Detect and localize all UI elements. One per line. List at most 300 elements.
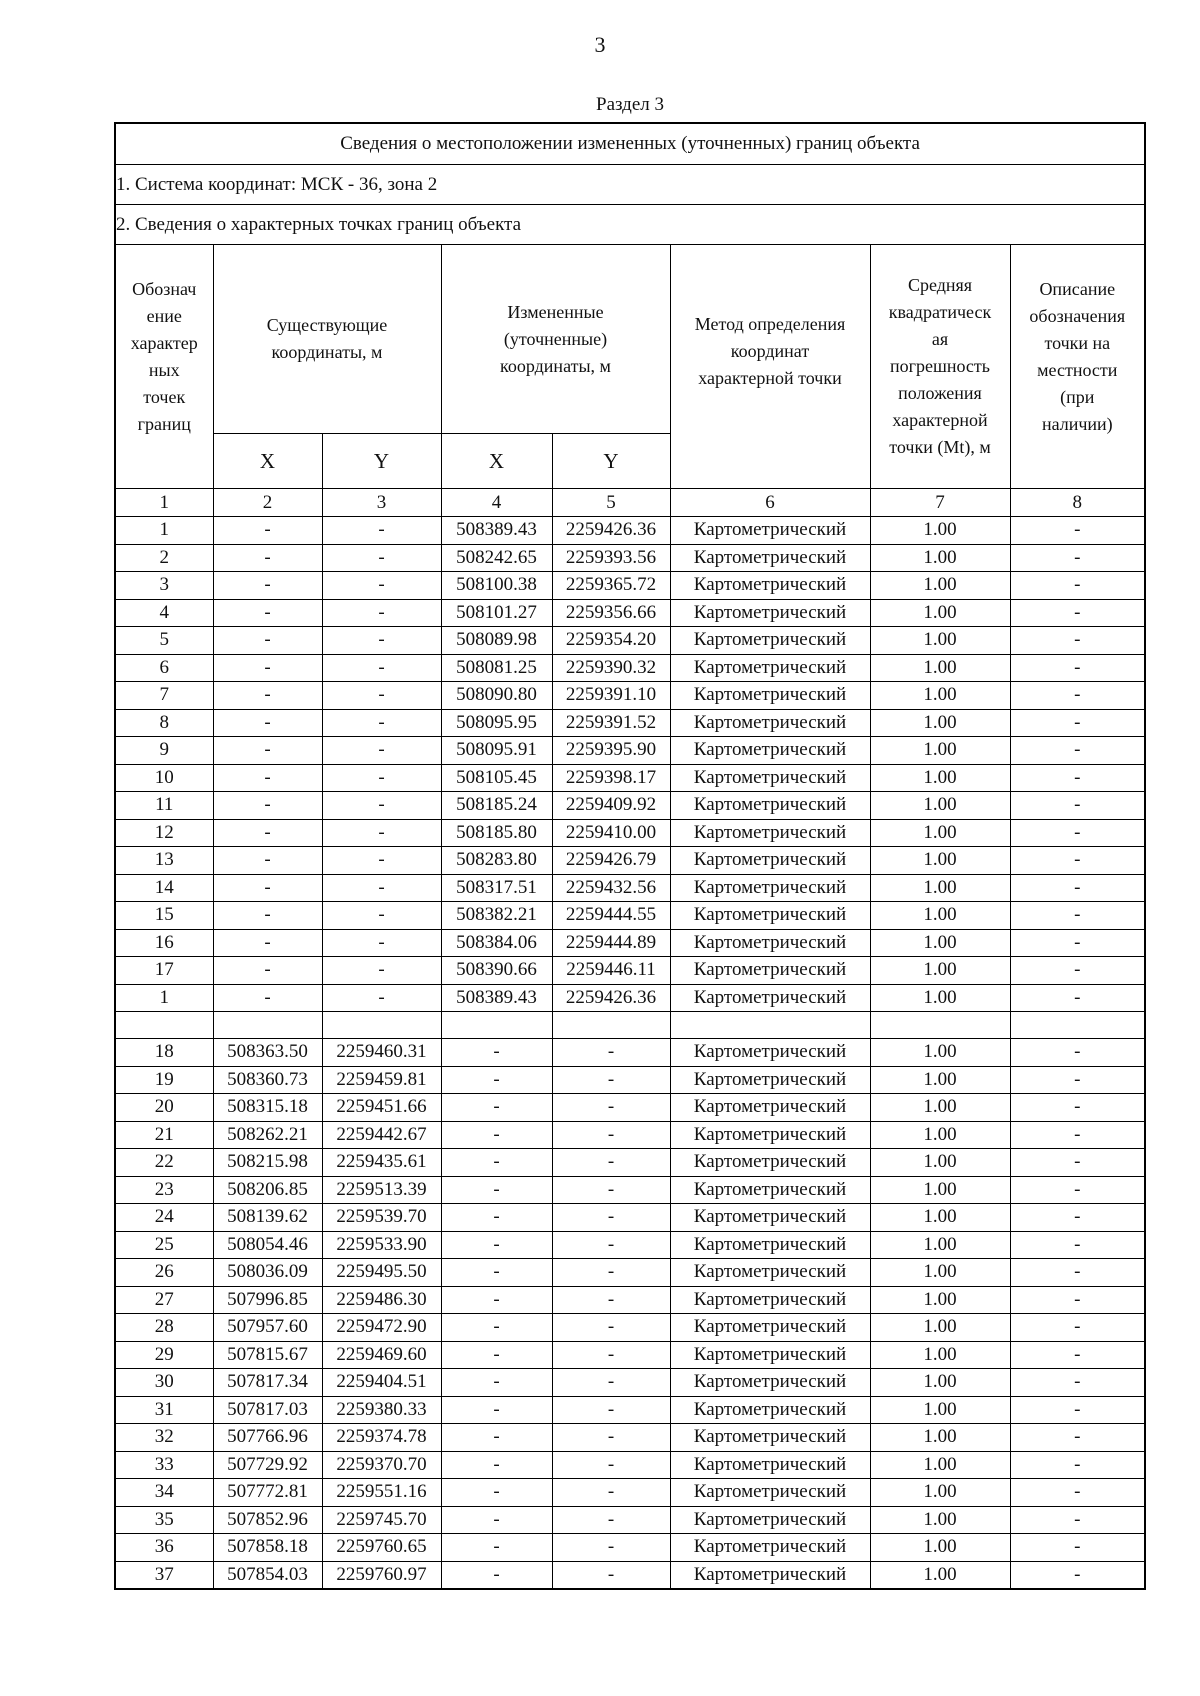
table-cell: 2259374.78 [322,1424,441,1452]
table-cell: - [552,1506,670,1534]
table-cell: Картометрический [670,764,870,792]
table-cell: - [441,1451,552,1479]
table-cell: 9 [115,737,213,765]
table-cell: - [1010,1066,1145,1094]
table-cell: - [441,1176,552,1204]
table-cell: - [1010,1094,1145,1122]
table-cell: 2259435.61 [322,1149,441,1177]
table-cell: 2259459.81 [322,1066,441,1094]
table-cell: 2259539.70 [322,1204,441,1232]
table-cell: 2259393.56 [552,544,670,572]
table-cell: - [441,1369,552,1397]
table-cell: 21 [115,1121,213,1149]
table-cell: - [441,1149,552,1177]
header-error: Средняя квадратическ ая погрешность положения характерной точки (Mt), м [870,245,1010,489]
table-cell: 1.00 [870,1286,1010,1314]
table-row [115,654,1145,682]
table-cell: - [1010,957,1145,985]
table-cell: - [213,819,322,847]
table-row [115,1506,1145,1534]
table-cell: 1.00 [870,1121,1010,1149]
table-cell: Картометрический [670,1121,870,1149]
table-cell: - [322,544,441,572]
table-cell: 508054.46 [213,1231,322,1259]
table-row [115,819,1145,847]
table-cell: - [1010,1396,1145,1424]
table-cell: - [1010,819,1145,847]
table-cell: 31 [115,1396,213,1424]
table-cell: Картометрический [670,1066,870,1094]
table-cell: - [213,737,322,765]
empty-cell [213,1012,322,1039]
table-cell: Картометрический [670,1506,870,1534]
table-row [115,1451,1145,1479]
table-cell: - [552,1259,670,1287]
table-cell: - [1010,1286,1145,1314]
table-cell: - [1010,1534,1145,1562]
table-cell: - [441,1121,552,1149]
table-cell: 1.00 [870,1479,1010,1507]
table-cell: 1 [115,517,213,545]
header-description: Описание обозначения точки на местности (при наличии) [1010,245,1145,489]
table-cell: 1.00 [870,902,1010,930]
table-row [115,902,1145,930]
table-row [115,1231,1145,1259]
table-cell: 29 [115,1341,213,1369]
table-cell: 1.00 [870,847,1010,875]
table-cell: - [441,1039,552,1067]
table-cell: - [552,1039,670,1067]
table-cell: 508101.27 [441,599,552,627]
table-row [115,544,1145,572]
table-cell: - [552,1424,670,1452]
table-cell: - [322,572,441,600]
table-cell: 508283.80 [441,847,552,875]
table-cell: 508242.65 [441,544,552,572]
separator-row [115,1012,1145,1039]
table-cell: 14 [115,874,213,902]
table-row [115,929,1145,957]
table-cell: - [213,654,322,682]
table-cell: - [322,847,441,875]
table-cell: 2259486.30 [322,1286,441,1314]
table-cell: - [1010,627,1145,655]
table-cell: 27 [115,1286,213,1314]
column-numbers-row [115,489,1145,517]
table-cell: 2259444.89 [552,929,670,957]
table-cell: 1.00 [870,1369,1010,1397]
table-row [115,1341,1145,1369]
table-cell: - [213,792,322,820]
table-cell: 35 [115,1506,213,1534]
table-cell: 24 [115,1204,213,1232]
table-cell: - [552,1231,670,1259]
table-cell: - [441,1231,552,1259]
table-cell: Картометрический [670,1424,870,1452]
page-number: 3 [594,32,606,57]
table-cell: 508206.85 [213,1176,322,1204]
table-cell: 507817.34 [213,1369,322,1397]
header-changed-y: Y [552,434,670,489]
table-cell: - [322,792,441,820]
table-cell: - [213,902,322,930]
table-cell: Картометрический [670,627,870,655]
table-row [115,1396,1145,1424]
table-row [115,1369,1145,1397]
table-cell: 507772.81 [213,1479,322,1507]
header-existing-x: X [213,434,322,489]
empty-cell [115,1012,213,1039]
table-cell: 1.00 [870,1506,1010,1534]
table-cell: 18 [115,1039,213,1067]
table-cell: 1.00 [870,1039,1010,1067]
table-cell: 2259745.70 [322,1506,441,1534]
table-cell: - [322,709,441,737]
table-row [115,1204,1145,1232]
table-cell: 507996.85 [213,1286,322,1314]
empty-cell [552,1012,670,1039]
table-cell: 508384.06 [441,929,552,957]
table-cell: 1.00 [870,1149,1010,1177]
table-cell: 20 [115,1094,213,1122]
table-cell: - [322,874,441,902]
table-cell: Картометрический [670,847,870,875]
table-cell: 507766.96 [213,1424,322,1452]
table-cell: 1.00 [870,819,1010,847]
table-cell: - [441,1396,552,1424]
column-number: 4 [441,489,552,517]
table-cell: - [552,1341,670,1369]
table-cell: 508262.21 [213,1121,322,1149]
table-cell: 2259380.33 [322,1396,441,1424]
table-row [115,1424,1145,1452]
table-cell: - [1010,1231,1145,1259]
table-cell: - [1010,572,1145,600]
table-cell: - [322,957,441,985]
column-number: 8 [1010,489,1145,517]
table-cell: 2259442.67 [322,1121,441,1149]
header-method: Метод определения координат характерной точки [670,245,870,489]
table-cell: - [213,599,322,627]
table-row [115,1066,1145,1094]
table-cell: - [441,1534,552,1562]
table-cell: 4 [115,599,213,627]
table-cell: 1.00 [870,1204,1010,1232]
table-cell: 2259495.50 [322,1259,441,1287]
column-number: 5 [552,489,670,517]
table-cell: 1.00 [870,627,1010,655]
table-cell: 2259356.66 [552,599,670,627]
table-cell: Картометрический [670,1369,870,1397]
table-cell: - [1010,737,1145,765]
table-cell: 30 [115,1369,213,1397]
table-cell: 23 [115,1176,213,1204]
table-cell: Картометрический [670,1039,870,1067]
table-cell: - [1010,874,1145,902]
table-cell: - [1010,902,1145,930]
table-cell: 508317.51 [441,874,552,902]
table-row [115,764,1145,792]
table-row [115,1259,1145,1287]
table-cell: 508095.91 [441,737,552,765]
table-cell: 2259404.51 [322,1369,441,1397]
table-cell: 37 [115,1561,213,1589]
table-cell: Картометрический [670,654,870,682]
table-row [115,599,1145,627]
table-cell: - [441,1094,552,1122]
table-cell: Картометрический [670,517,870,545]
table-cell: 508089.98 [441,627,552,655]
table-cell: 1.00 [870,1396,1010,1424]
table-cell: - [1010,544,1145,572]
table-cell: - [1010,764,1145,792]
table-row [115,1479,1145,1507]
table-cell: - [441,1561,552,1589]
column-number: 2 [213,489,322,517]
table-cell: 2259469.60 [322,1341,441,1369]
table-cell: - [322,764,441,792]
table-cell: - [1010,1149,1145,1177]
table-cell: 507957.60 [213,1314,322,1342]
table-cell: 508185.24 [441,792,552,820]
empty-cell [870,1012,1010,1039]
table-row [115,1121,1145,1149]
table-cell: 17 [115,957,213,985]
section-title: Раздел 3 [596,94,664,115]
table-title: Сведения о местоположении измененных (уточненных) границ объекта [115,123,1145,165]
header-existing-y: Y [322,434,441,489]
table-cell: - [1010,1451,1145,1479]
table-cell: 508185.80 [441,819,552,847]
table-row [115,627,1145,655]
table-row [115,1561,1145,1589]
table-cell: Картометрический [670,957,870,985]
table-cell: Картометрический [670,572,870,600]
table-cell: 508215.98 [213,1149,322,1177]
table-cell: - [213,682,322,710]
table-cell: - [1010,1506,1145,1534]
table-cell: - [552,1561,670,1589]
table-cell: 1.00 [870,1451,1010,1479]
table-cell: 1.00 [870,682,1010,710]
table-cell: - [322,682,441,710]
table-cell: 508100.38 [441,572,552,600]
table-cell: - [441,1286,552,1314]
table-cell: - [213,874,322,902]
table-cell: 1.00 [870,1424,1010,1452]
table-cell: 1.00 [870,874,1010,902]
table-cell: 36 [115,1534,213,1562]
table-cell: 507852.96 [213,1506,322,1534]
table-cell: 33 [115,1451,213,1479]
table-row [115,1286,1145,1314]
table-row [115,572,1145,600]
table-cell: - [322,517,441,545]
table-cell: 2259410.00 [552,819,670,847]
table-cell: Картометрический [670,1286,870,1314]
table-cell: - [441,1341,552,1369]
table-cell: 2259390.32 [552,654,670,682]
table-cell: 2259426.79 [552,847,670,875]
table-cell: 507858.18 [213,1534,322,1562]
table-cell: 2259370.70 [322,1451,441,1479]
table-cell: Картометрический [670,1314,870,1342]
table-cell: - [1010,1369,1145,1397]
boundary-points-table [114,122,1146,1590]
table-cell: 508363.50 [213,1039,322,1067]
table-cell: 508389.43 [441,984,552,1012]
table-cell: 2259533.90 [322,1231,441,1259]
table-cell: - [441,1424,552,1452]
table-cell: Картометрический [670,1341,870,1369]
table-cell: 22 [115,1149,213,1177]
table-cell: Картометрический [670,709,870,737]
table-cell: 2259426.36 [552,984,670,1012]
table-cell: 2259446.11 [552,957,670,985]
table-cell: - [322,599,441,627]
table-cell: 8 [115,709,213,737]
table-cell: Картометрический [670,1204,870,1232]
table-cell: - [322,902,441,930]
table-cell: 7 [115,682,213,710]
table-cell: Картометрический [670,1149,870,1177]
table-cell: - [213,984,322,1012]
table-cell: 1.00 [870,1066,1010,1094]
table-cell: - [213,544,322,572]
table-cell: - [1010,1341,1145,1369]
table-cell: - [441,1506,552,1534]
table-row [115,1534,1145,1562]
table-cell: - [1010,1424,1145,1452]
table-cell: 2259432.56 [552,874,670,902]
table-cell: 19 [115,1066,213,1094]
column-number: 1 [115,489,213,517]
table-cell: Картометрический [670,792,870,820]
table-cell: 2259398.17 [552,764,670,792]
table-cell: 2259365.72 [552,572,670,600]
table-cell: - [552,1204,670,1232]
table-cell: 16 [115,929,213,957]
table-cell: 508090.80 [441,682,552,710]
table-cell: 1.00 [870,654,1010,682]
table-cell: 508036.09 [213,1259,322,1287]
table-cell: 1.00 [870,792,1010,820]
table-cell: 2259551.16 [322,1479,441,1507]
table-cell: - [1010,847,1145,875]
table-row [115,957,1145,985]
table-cell: 1.00 [870,709,1010,737]
table-cell: 507815.67 [213,1341,322,1369]
table-cell: 5 [115,627,213,655]
table-cell: 508390.66 [441,957,552,985]
table-cell: - [1010,1204,1145,1232]
table-cell: 1.00 [870,1259,1010,1287]
table-cell: - [441,1314,552,1342]
table-cell: - [1010,709,1145,737]
table-cell: 1.00 [870,1231,1010,1259]
table-cell: - [552,1534,670,1562]
table-cell: 1 [115,984,213,1012]
table-cell: 32 [115,1424,213,1452]
table-cell: - [1010,1314,1145,1342]
table-cell: - [213,957,322,985]
table-row [115,1149,1145,1177]
table-cell: - [322,654,441,682]
table-cell: Картометрический [670,1396,870,1424]
table-cell: 1.00 [870,984,1010,1012]
table-row [115,847,1145,875]
table-cell: Картометрический [670,902,870,930]
header-changed-x: X [441,434,552,489]
table-cell: 1.00 [870,517,1010,545]
table-cell: 13 [115,847,213,875]
empty-cell [441,1012,552,1039]
table-cell: - [552,1286,670,1314]
table-cell: 34 [115,1479,213,1507]
table-cell: 507729.92 [213,1451,322,1479]
table-cell: 508382.21 [441,902,552,930]
table-cell: - [1010,599,1145,627]
table-cell: - [1010,1561,1145,1589]
table-row [115,1094,1145,1122]
table-cell: 508139.62 [213,1204,322,1232]
table-cell: 1.00 [870,1561,1010,1589]
table-cell: - [1010,792,1145,820]
table-cell: Картометрический [670,1561,870,1589]
table-cell: 508081.25 [441,654,552,682]
table-cell: Картометрический [670,544,870,572]
table-cell: 25 [115,1231,213,1259]
table-cell: 2259760.97 [322,1561,441,1589]
table-cell: - [552,1176,670,1204]
table-cell: Картометрический [670,1259,870,1287]
table-cell: 1.00 [870,1534,1010,1562]
table-row [115,682,1145,710]
table-cell: 1.00 [870,572,1010,600]
table-cell: 2 [115,544,213,572]
table-cell: 10 [115,764,213,792]
table-row [115,874,1145,902]
table-cell: 1.00 [870,544,1010,572]
table-row [115,984,1145,1012]
table-row [115,792,1145,820]
table-cell: 507817.03 [213,1396,322,1424]
table-cell: - [322,737,441,765]
table-row [115,1039,1145,1067]
table-cell: 26 [115,1259,213,1287]
table-cell: - [322,627,441,655]
empty-cell [670,1012,870,1039]
table-cell: Картометрический [670,819,870,847]
table-cell: - [213,709,322,737]
table-cell: - [552,1451,670,1479]
table-cell: - [1010,984,1145,1012]
table-cell: Картометрический [670,1231,870,1259]
table-cell: 28 [115,1314,213,1342]
table-cell: - [322,984,441,1012]
table-cell: 1.00 [870,764,1010,792]
table-cell: - [1010,654,1145,682]
empty-cell [322,1012,441,1039]
table-cell: Картометрический [670,874,870,902]
table-cell: 2259460.31 [322,1039,441,1067]
table-cell: - [441,1479,552,1507]
table-cell: 2259409.92 [552,792,670,820]
table-cell: - [1010,682,1145,710]
table-cell: 2259472.90 [322,1314,441,1342]
table-cell: - [552,1066,670,1094]
table-cell: 507854.03 [213,1561,322,1589]
